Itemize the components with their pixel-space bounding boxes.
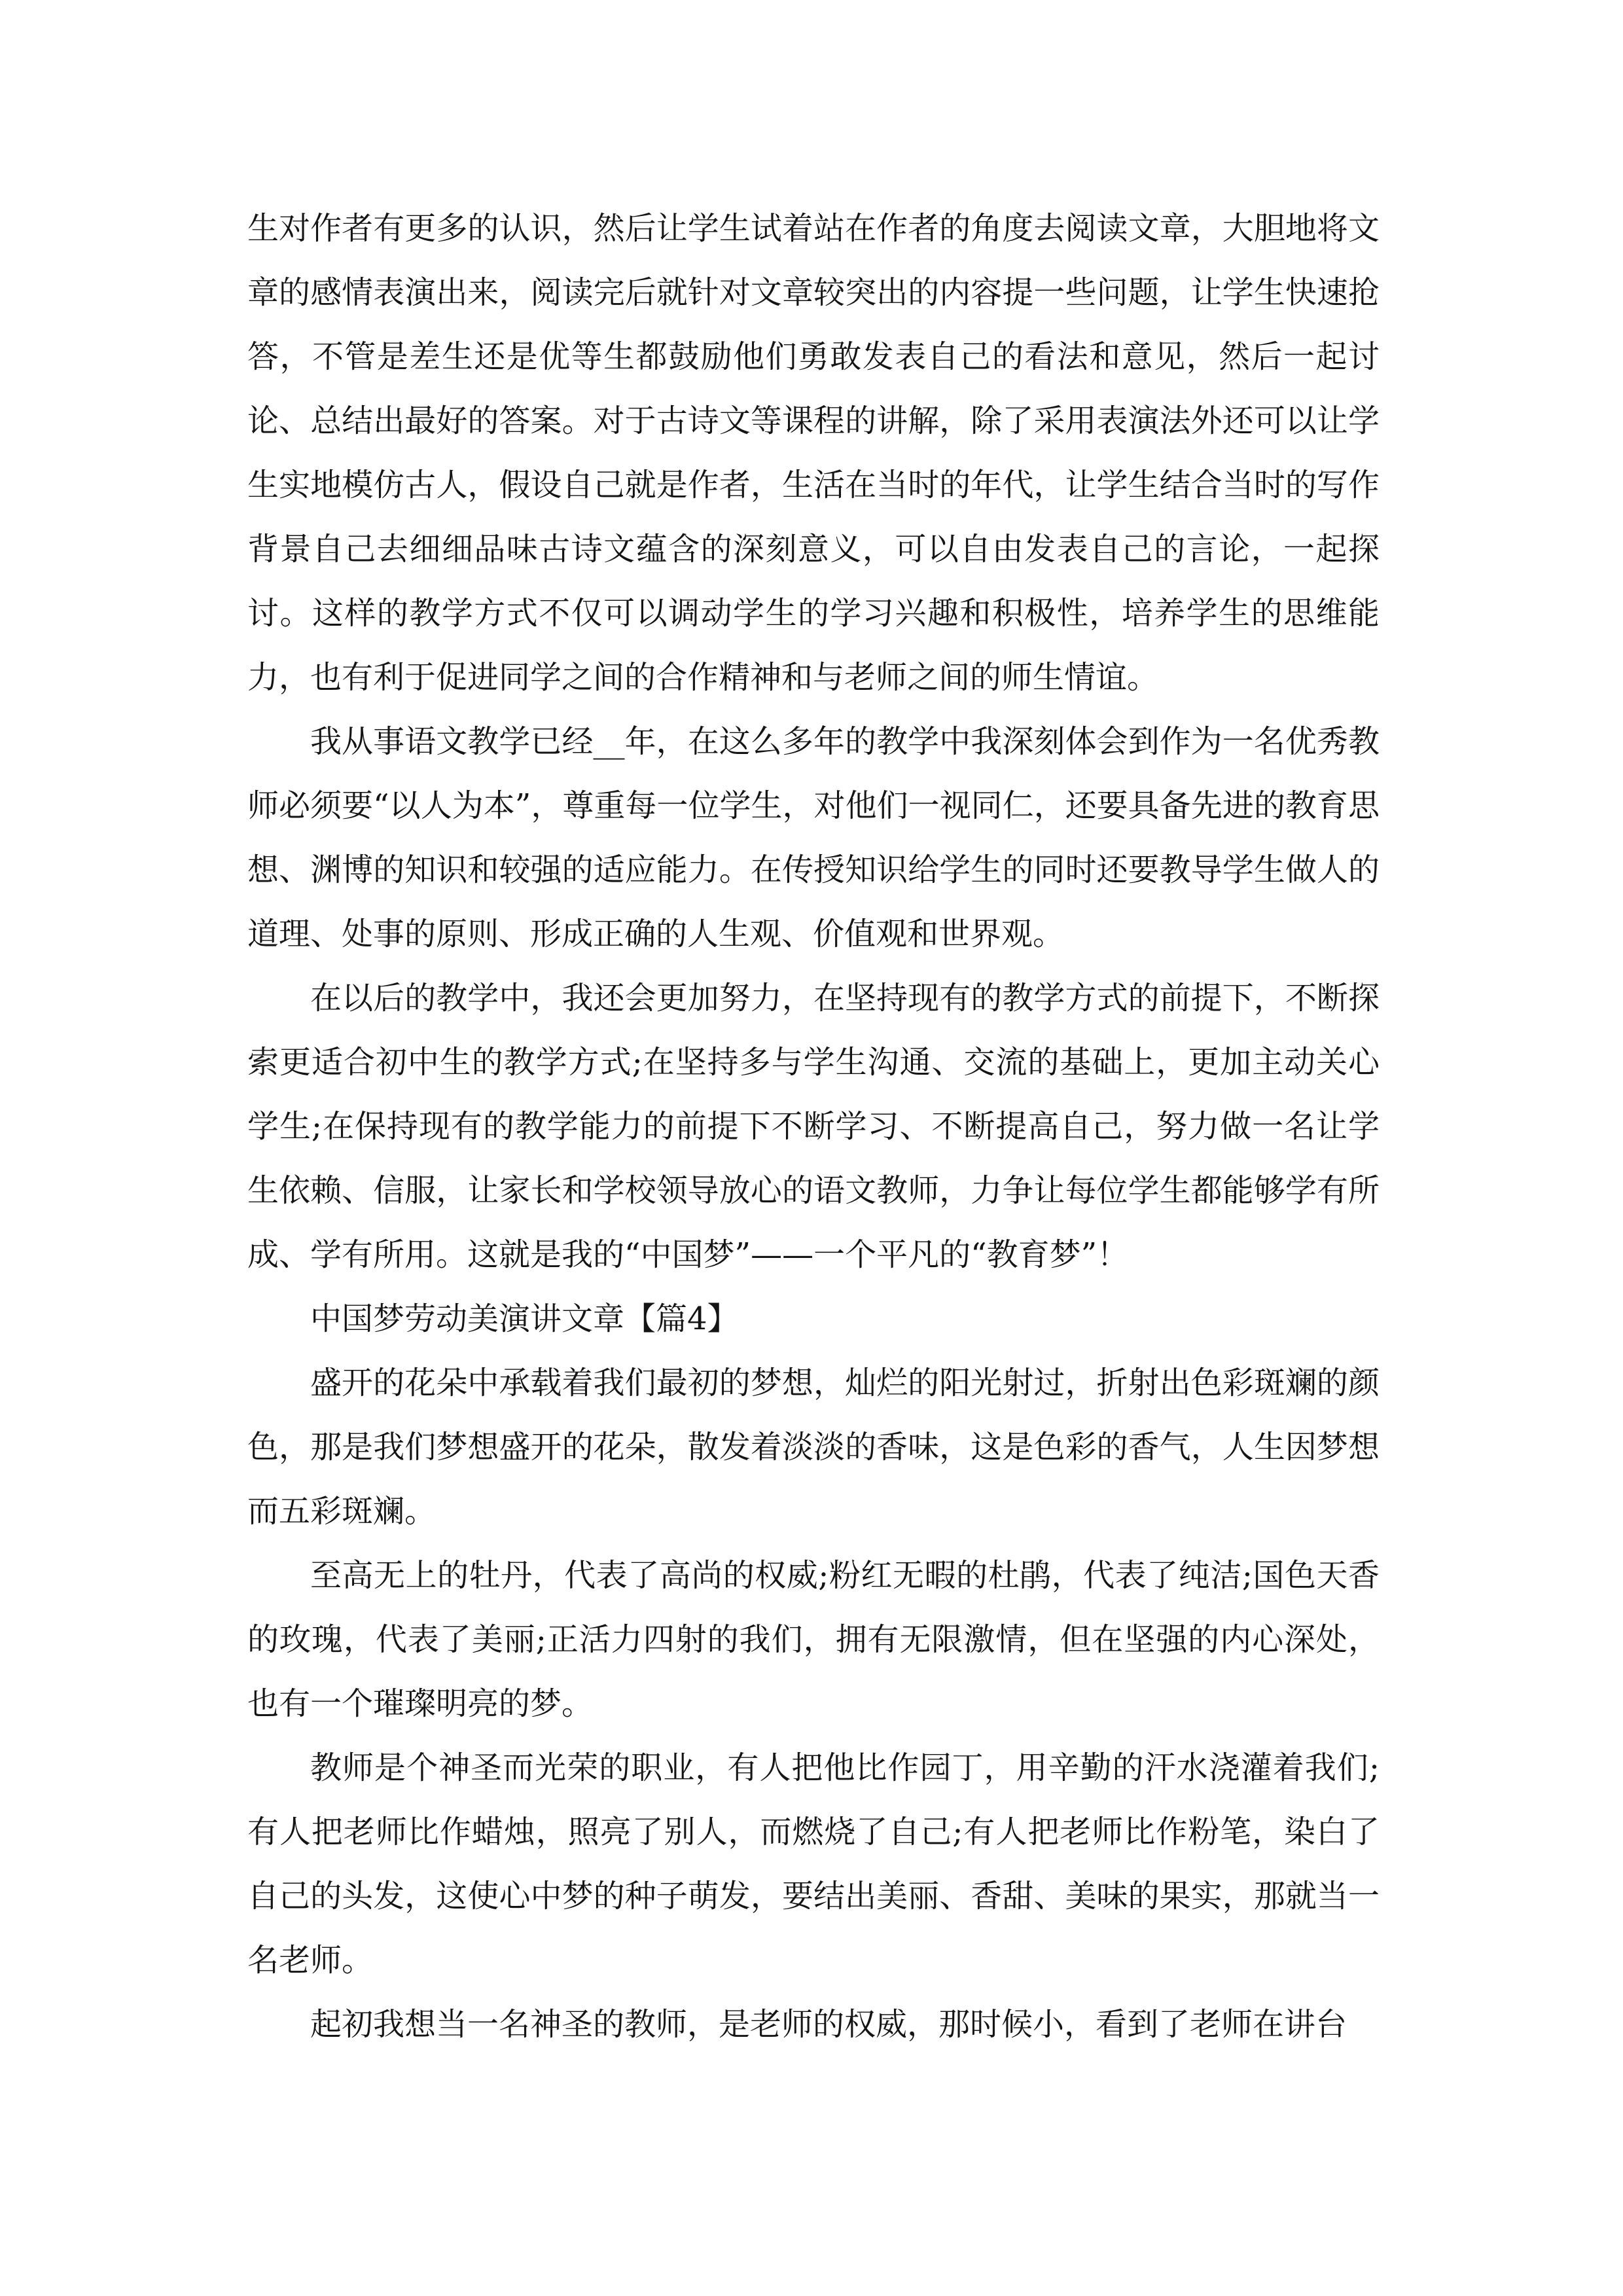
paragraph-continuation: 生对作者有更多的认识，然后让学生试着站在作者的角度去阅读文章，大胆地将文章的感情表演出来，阅读完后就针对文章较突出的内容提一些问题，让学生快速抢答，不管是差生还是优等生都鼓励他们勇敢发表自己的看法和意见，然后一起讨论、总结出最好的答案。对于古诗文等课程的讲解，除了采用表演法外还可以让学生实地模仿古人，假设自己就是作者，生活在当时的年代，让学生结合当时的写作背景自己去细细品味古诗文蕴含的深刻意义，可以自由发表自己的言论，一起探讨。这样的教学方式不仅可以调动学生的学习兴趣和积极性，培养学生的思维能力，也有利于促进同学之间的合作精神和与老师之间的师生情谊。	[247, 210, 1380, 696]
paragraph: 我从事语文教学已经__年，在这么多年的教学中我深刻体会到作为一名优秀教师必须要“以人为本”，尊重每一位学生，对他们一视同仁，还要具备先进的教育思想、渊博的知识和较强的适应能力。在传授知识给学生的同时还要教导学生做人的道理、处事的原则、形成正确的人生观、价值观和世界观。	[247, 723, 1380, 952]
document-body	[247, 196, 1380, 2056]
section-heading: 中国梦劳动美演讲文章【篇4】	[310, 1300, 739, 1337]
paragraph: 盛开的花朵中承载着我们最初的梦想，灿烂的阳光射过，折射出色彩斑斓的颜色，那是我们梦想盛开的花朵，散发着淡淡的香味，这是色彩的香气，人生因梦想而五彩斑斓。	[247, 1365, 1380, 1530]
paragraph: 至高无上的牡丹，代表了高尚的权威;粉红无暇的杜鹃，代表了纯洁;国色天香的玫瑰，代表了美丽;正活力四射的我们，拥有无限激情，但在坚强的内心深处，也有一个璀璨明亮的梦。	[247, 1557, 1380, 1722]
paragraph: 起初我想当一名神圣的教师，是老师的权威，那时候小，看到了老师在讲台	[310, 2006, 1347, 2043]
paragraph: 在以后的教学中，我还会更加努力，在坚持现有的教学方式的前提下，不断探索更适合初中生的教学方式;在坚持多与学生沟通、交流的基础上，更加主动关心学生;在保持现有的教学能力的前提下不断学习、不断提高自己，努力做一名让学生依赖、信服，让家长和学校领导放心的语文教师，力争让每位学生都能够学有所成、学有所用。这就是我的“中国梦”——一个平凡的“教育梦”！	[247, 980, 1380, 1273]
paragraph: 教师是个神圣而光荣的职业，有人把他比作园丁，用辛勤的汗水浇灌着我们;有人把老师比作蜡烛，照亮了别人，而燃烧了自己;有人把老师比作粉笔，染白了自己的头发，这使心中梦的种子萌发，要结出美丽、香甜、美味的果实，那就当一名老师。	[247, 1749, 1380, 1979]
